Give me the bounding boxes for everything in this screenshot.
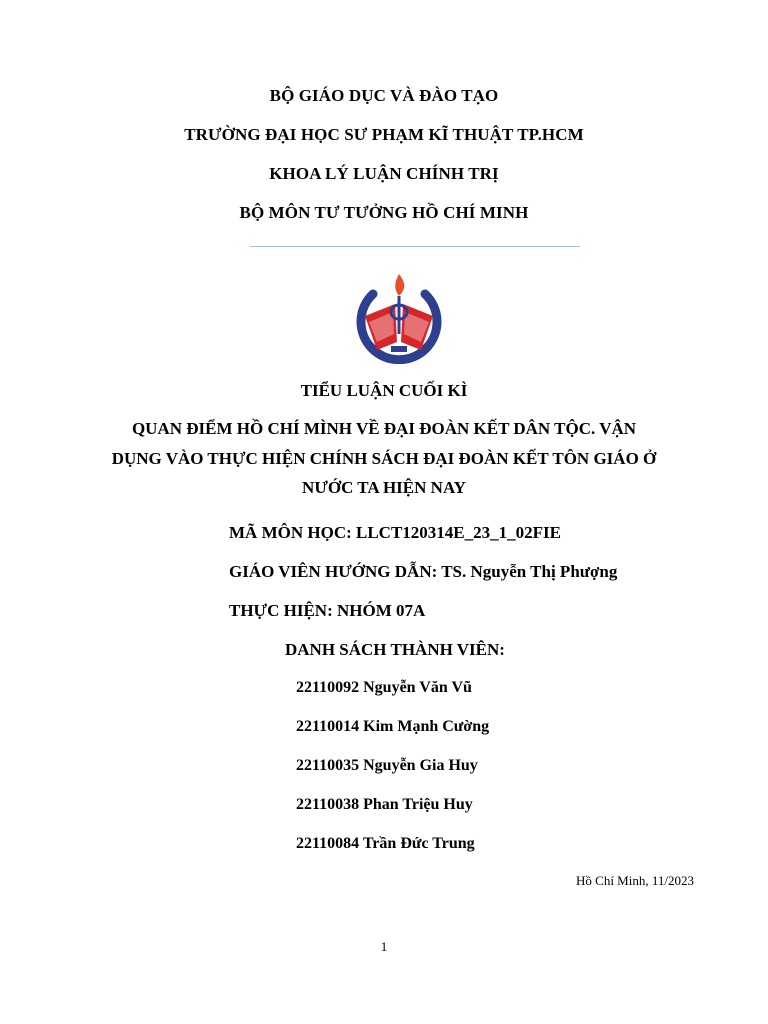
member-item: 22110035 Nguyễn Gia Huy [296,757,478,774]
ministry-heading: BỘ GIÁO DỤC VÀ ĐÀO TẠO [269,86,499,105]
member-item: 22110084 Trần Đức Trung [296,835,475,852]
member-item: 22110038 Phan Triệu Huy [296,796,473,813]
report-title-line-3: NƯỚC TA HIỆN NAY [302,478,466,497]
group: THỰC HIỆN: NHÓM 07A [229,601,426,620]
place-date: Hồ Chí Minh, 11/2023 [576,873,694,888]
member-item: 22110014 Kim Mạnh Cường [296,718,490,735]
instructor: GIÁO VIÊN HƯỚNG DẪN: TS. Nguyễn Thị Phượng [229,562,618,581]
report-type: TIỂU LUẬN CUỐI KÌ [300,381,468,400]
department-heading: BỘ MÔN TƯ TƯỞNG HỒ CHÍ MINH [239,203,529,222]
header-divider [250,246,580,247]
course-code: MÃ MÔN HỌC: LLCT120314E_23_1_02FIE [229,523,561,542]
report-title-line-2: DỤNG VÀO THỰC HIỆN CHÍNH SÁCH ĐẠI ĐOÀN KẾT TÔN GIÁO Ở [111,449,657,468]
university-emblem-icon [355,272,443,364]
member-item: 22110092 Nguyễn Văn Vũ [296,679,472,696]
faculty-heading: KHOA LÝ LUẬN CHÍNH TRỊ [269,164,499,183]
report-title-line-1: QUAN ĐIỂM HỒ CHÍ MÌNH VỀ ĐẠI ĐOÀN KẾT DÂN TỘC. VẬN [131,419,637,438]
members-heading: DANH SÁCH THÀNH VIÊN: [285,640,505,659]
page-number: 1 [380,939,388,954]
university-heading: TRƯỜNG ĐẠI HỌC SƯ PHẠM KĨ THUẬT TP.HCM [184,125,584,144]
